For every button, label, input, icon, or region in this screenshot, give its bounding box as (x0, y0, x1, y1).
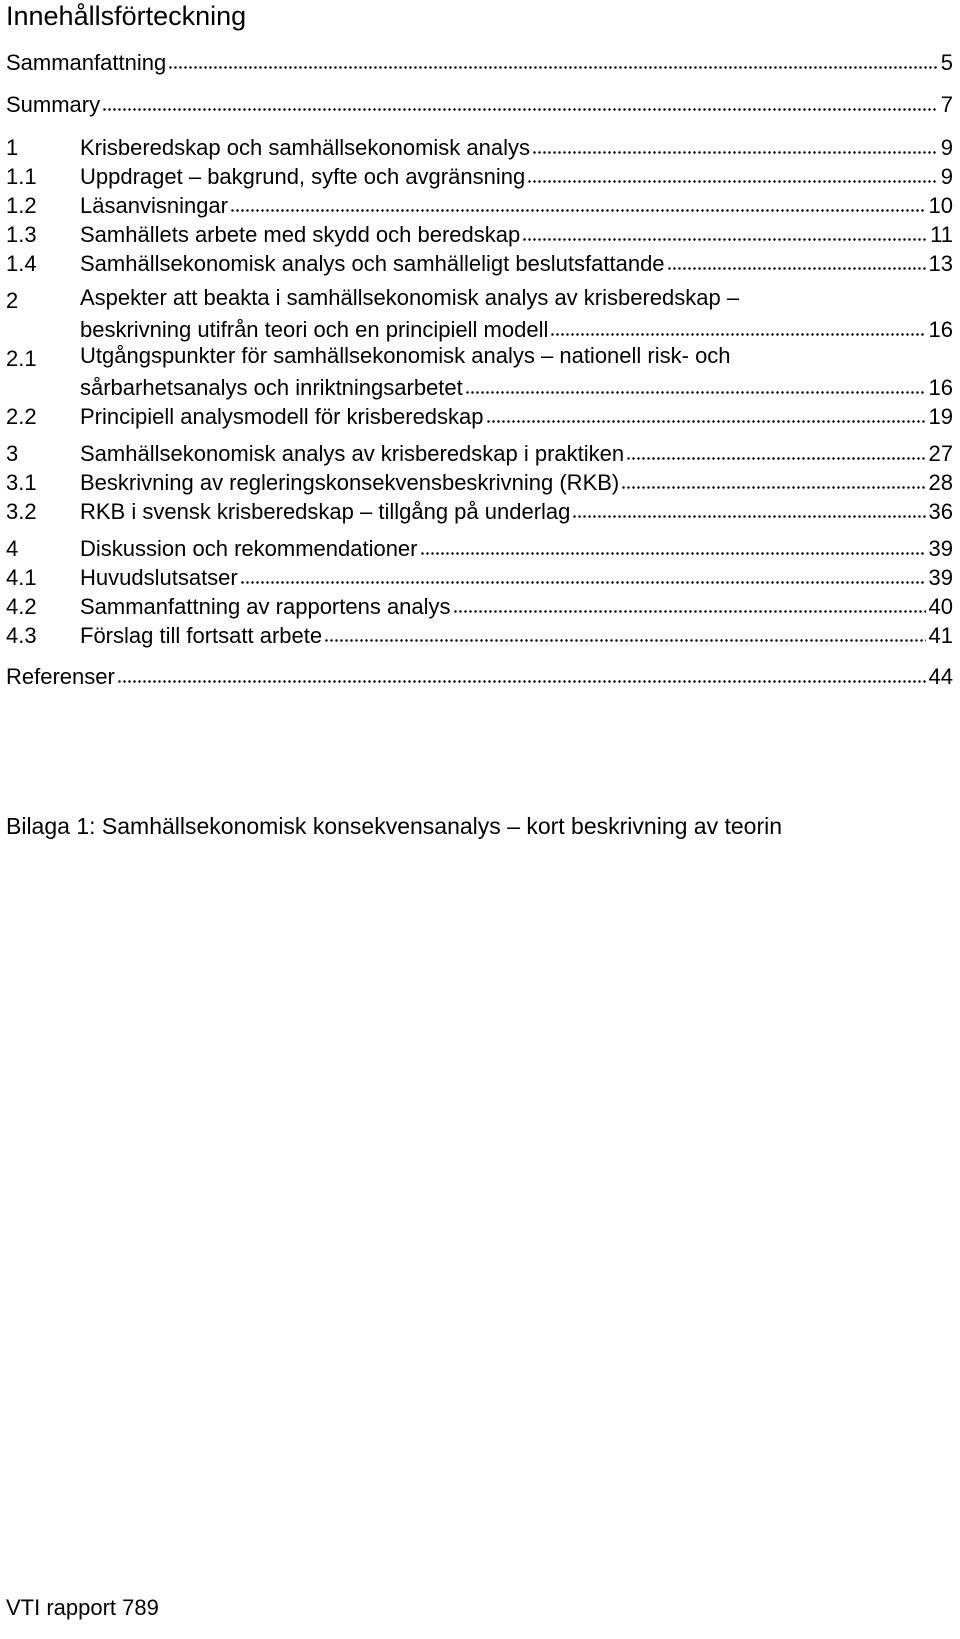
toc-page-number: 36 (928, 499, 953, 524)
toc-page-number: 9 (940, 135, 953, 160)
toc-entry-2-1[interactable] (6, 369, 953, 401)
toc-leader-dots (527, 178, 938, 185)
toc-entry-2[interactable] (6, 311, 953, 343)
toc-entry-1-2[interactable] (6, 187, 953, 219)
toc-entry-title: Samhällsekonomisk analys och samhälleligt beslutsfattande (80, 251, 665, 276)
toc-page-number: 44 (928, 664, 953, 689)
toc-leader-dots (667, 265, 926, 272)
toc-entry-1-4[interactable] (6, 245, 953, 277)
toc-entry-title: Diskussion och rekommendationer (80, 536, 418, 561)
toc-entry-3-2[interactable] (6, 493, 953, 525)
toc-entry-number: 2.1 (6, 346, 37, 371)
toc-entry-number: 3 (6, 441, 19, 466)
toc-leader-dots (532, 149, 938, 156)
toc-entry-number: 3.1 (6, 470, 37, 495)
toc-entry-title: RKB i svensk krisberedskap – tillgång på underlag (80, 499, 571, 524)
toc-entry-number: 4.3 (6, 623, 37, 648)
toc-page-number: 41 (928, 623, 953, 648)
toc-page-number: 16 (928, 375, 953, 400)
toc-entry-title: Sammanfattning (6, 50, 167, 75)
toc-entry-number: 1.1 (6, 164, 37, 189)
toc-page-number: 27 (928, 441, 953, 466)
toc-entry-number: 2.2 (6, 404, 37, 429)
toc-page-number: 19 (928, 404, 953, 429)
toc-leader-dots (550, 331, 925, 338)
toc-entry-3-1[interactable] (6, 464, 953, 496)
toc-page-number: 28 (928, 470, 953, 495)
toc-page-number: 5 (940, 50, 953, 75)
toc-entry-number: 4.1 (6, 565, 37, 590)
toc-entry-4-1[interactable] (6, 559, 953, 591)
report-footer: VTI rapport 789 (6, 1595, 159, 1620)
toc-entry-number-row (6, 340, 953, 372)
toc-leader-dots (420, 550, 926, 557)
toc-entry-title: Principiell analysmodell för krisberedskap (80, 404, 484, 429)
toc-entry-referenser[interactable] (6, 658, 953, 690)
toc-entry-title: Läsanvisningar (80, 193, 228, 218)
toc-entry-sammanfattning[interactable] (6, 44, 953, 76)
toc-page-number: 39 (928, 536, 953, 561)
toc-entry-4-2[interactable] (6, 588, 953, 620)
toc-entry-3[interactable] (6, 435, 953, 467)
toc-entry-title: Beskrivning av regleringskonsekvensbeskrivning (RKB) (80, 470, 620, 495)
toc-entry-title-line2: beskrivning utifrån teori och en principiell modell (80, 317, 549, 342)
toc-entry-number: 4 (6, 536, 19, 561)
toc-leader-dots (522, 236, 927, 243)
toc-entry-title: Samhällets arbete med skydd och beredskap (80, 222, 521, 247)
toc-leader-dots (626, 455, 925, 462)
toc-appendix[interactable]: Bilaga 1: Samhällsekonomisk konsekvensanalys – kort beskrivning av teorin (6, 813, 783, 839)
toc-entry-title-line1: Utgångspunkter för samhällsekonomisk analys – nationell risk- och (80, 343, 731, 368)
toc-entry-title: Huvudslutsatser (80, 565, 238, 590)
toc-page-number: 13 (928, 251, 953, 276)
toc-entry-summary[interactable] (6, 86, 953, 118)
toc-entry-title: Referenser (6, 664, 115, 689)
toc-entry-1-1[interactable] (6, 158, 953, 190)
toc-page-number: 16 (928, 317, 953, 342)
toc-entry-title-line2: sårbarhetsanalys och inriktningsarbetet (80, 375, 463, 400)
toc-heading: Innehållsförteckning (6, 1, 247, 31)
toc-leader-dots (102, 106, 938, 113)
toc-entry-4[interactable] (6, 530, 953, 562)
toc-entry-1[interactable] (6, 129, 953, 161)
toc-entry-number: 2 (6, 288, 19, 313)
toc-entry-number: 3.2 (6, 499, 37, 524)
toc-entry-title: Krisberedskap och samhällsekonomisk analys (80, 135, 530, 160)
toc-page-number: 11 (930, 222, 953, 247)
toc-page (6, 0, 954, 1639)
toc-page-number: 39 (928, 565, 953, 590)
toc-leader-dots (324, 637, 925, 644)
toc-entry-number: 1 (6, 135, 19, 160)
toc-entry-title-line1: Aspekter att beakta i samhällsekonomisk analys av krisberedskap – (80, 285, 740, 310)
toc-entry-number: 1.4 (6, 251, 37, 276)
toc-leader-dots (486, 418, 926, 425)
toc-entry-number: 1.3 (6, 222, 37, 247)
toc-entry-2-2[interactable] (6, 398, 953, 430)
toc-leader-dots (453, 608, 926, 615)
toc-page-number: 10 (928, 193, 953, 218)
toc-leader-dots (230, 207, 926, 214)
toc-leader-dots (621, 484, 925, 491)
toc-entry-title: Förslag till fortsatt arbete (80, 623, 323, 648)
toc-entry-1-3[interactable] (6, 216, 953, 248)
toc-entry-title: Summary (6, 92, 101, 117)
toc-entry-title: Sammanfattning av rapportens analys (80, 594, 451, 619)
toc-leader-dots (572, 513, 925, 520)
toc-page-number: 40 (928, 594, 953, 619)
toc-entry-number-row (6, 282, 953, 314)
toc-leader-dots (117, 678, 926, 685)
toc-entry-title: Samhällsekonomisk analys av krisberedskap i praktiken (80, 441, 625, 466)
toc-entry-number: 1.2 (6, 193, 37, 218)
toc-leader-dots (240, 579, 926, 586)
toc-leader-dots (465, 389, 926, 396)
toc-page-number: 7 (940, 92, 953, 117)
toc-leader-dots (168, 64, 938, 71)
toc-page-number: 9 (940, 164, 953, 189)
toc-entry-4-3[interactable] (6, 617, 953, 649)
toc-entry-title: Uppdraget – bakgrund, syfte och avgränsning (80, 164, 526, 189)
toc-entry-number: 4.2 (6, 594, 37, 619)
